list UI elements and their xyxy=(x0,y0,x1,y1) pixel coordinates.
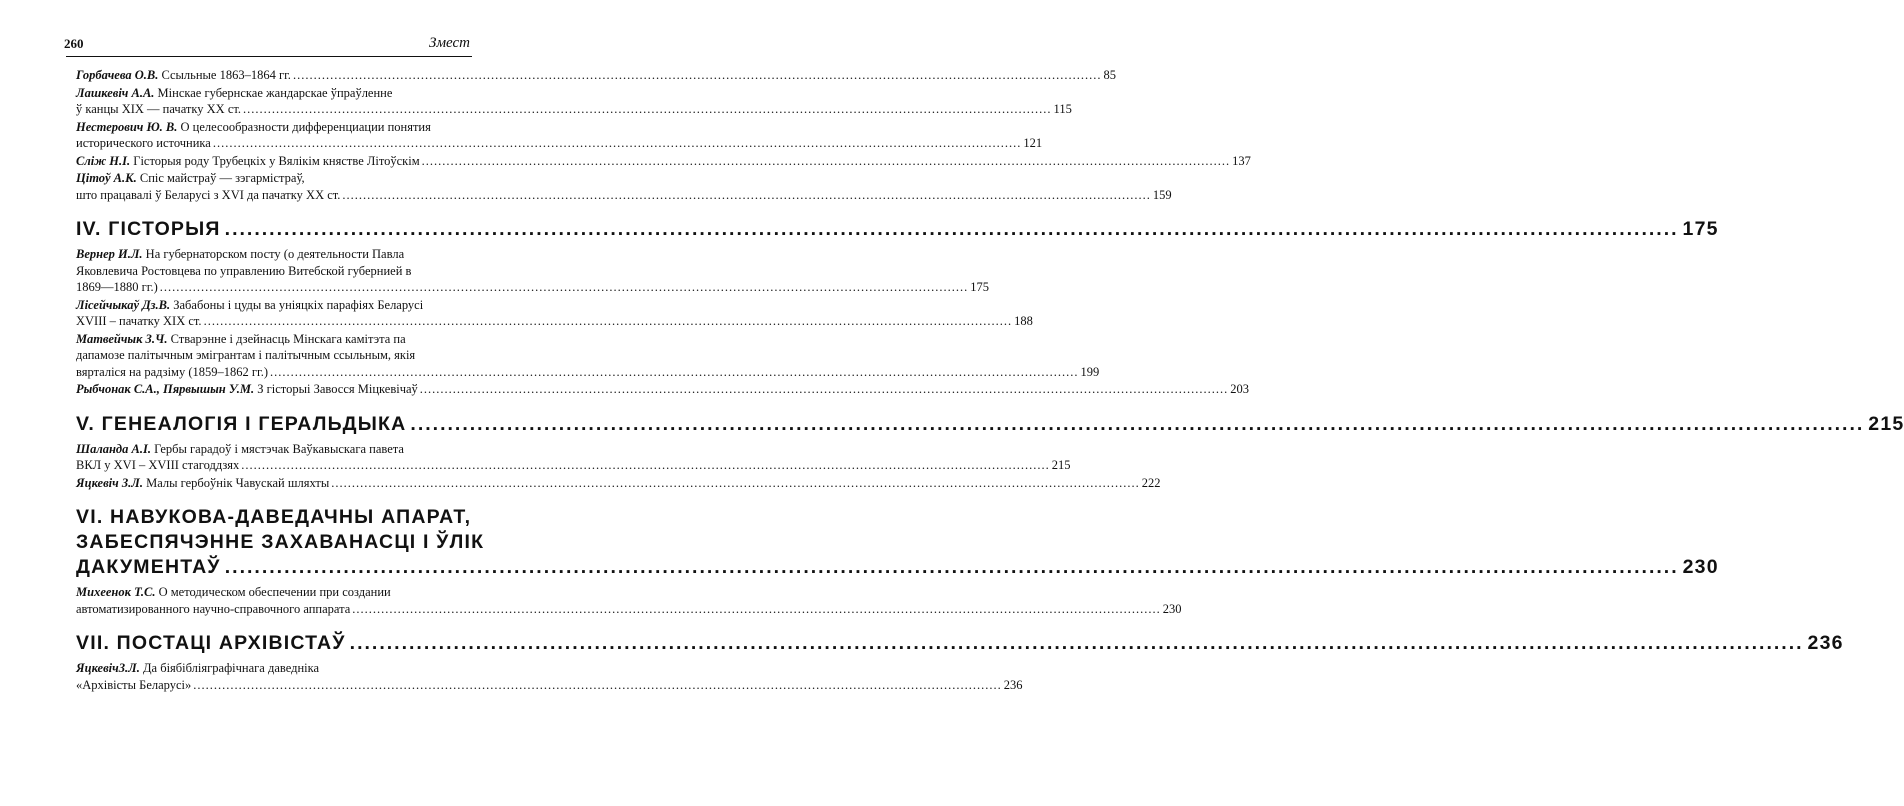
entry-line xyxy=(76,364,1100,381)
section-page-number: 215 xyxy=(1868,412,1904,435)
entry-page-number: 188 xyxy=(1014,314,1033,328)
section-heading-line xyxy=(76,412,1904,437)
section-heading-text: V. ГЕНЕАЛОГІЯ І ГЕРАЛЬДЫКА xyxy=(76,412,407,435)
entry-title: автоматизированного научно-справочного аппарата xyxy=(76,601,351,616)
toc-entry xyxy=(76,119,1043,152)
section-heading-text: IV. ГІСТОРЫЯ xyxy=(76,218,221,240)
entry-text xyxy=(76,263,411,280)
entry-title: Стварэнне і дзейнасць Мінскага камітэта па xyxy=(170,331,406,346)
table-of-contents xyxy=(76,67,1904,694)
section-heading-line xyxy=(76,217,1719,242)
entry-line xyxy=(76,297,472,314)
toc-entry xyxy=(76,297,1033,330)
entry-text xyxy=(76,457,239,474)
entry-text xyxy=(76,475,329,492)
entry-title: што працавалі ў Беларусі з XVI да пачатку XX ст. xyxy=(76,187,341,202)
entry-author: Шаланда А.І. xyxy=(76,441,151,456)
entry-line xyxy=(76,457,1071,474)
entry-text xyxy=(76,441,404,458)
section-heading-text: VII. ПОСТАЦІ АРХІВІСТАЎ xyxy=(76,632,346,654)
entry-title: О целесообразности дифференциации понятия xyxy=(180,119,431,134)
section-heading-line xyxy=(76,530,485,555)
entry-page-number: 137 xyxy=(1232,153,1251,168)
entry-author: Рыбчонак С.А., Пярвышын У.М. xyxy=(76,382,255,396)
toc-entry xyxy=(76,660,1023,693)
entry-author: Яцкевіч З.Л. xyxy=(76,475,144,490)
entry-title: исторического источника xyxy=(76,136,211,150)
entry-title: Да біябібліяграфічнага даведніка xyxy=(143,661,320,675)
entry-text xyxy=(76,187,340,204)
section-heading xyxy=(76,412,1904,437)
entry-text xyxy=(76,331,406,348)
entry-text xyxy=(76,601,350,618)
toc-entry xyxy=(76,170,1172,203)
entry-page-number: 85 xyxy=(1103,68,1116,82)
entry-text xyxy=(76,381,418,398)
dot-leader xyxy=(193,677,1002,694)
header-rule xyxy=(66,56,472,57)
entry-text xyxy=(76,85,392,102)
entry-author: Лісейчыкаў Дз.В. xyxy=(76,297,171,312)
entry-text xyxy=(76,279,158,296)
toc-entry xyxy=(76,153,1251,170)
entry-line xyxy=(76,187,1172,204)
entry-title: Малы гербоўнік Чавускай шляхты xyxy=(146,475,330,490)
section-heading xyxy=(76,217,1719,242)
entry-title: XVIII – пачатку XIX ст. xyxy=(76,314,202,328)
section-heading-line xyxy=(76,555,1719,580)
entry-author: Горбачева О.В. xyxy=(76,68,159,82)
entry-author: Вернер И.Л. xyxy=(76,247,143,261)
entry-author: Лашкевіч А.А. xyxy=(76,85,155,100)
entry-title: Гербы гарадоў і мястэчак Ваўкавыскага павета xyxy=(154,441,404,456)
entry-title: ў канцы XIX — пачатку XX ст. xyxy=(76,102,242,116)
toc-entry xyxy=(76,381,1250,398)
entry-page-number: 115 xyxy=(1053,102,1072,116)
entry-title: З гісторыі Завосся Міцкевічаў xyxy=(257,382,418,396)
entry-text xyxy=(76,246,404,263)
section-heading xyxy=(76,505,1719,580)
section-heading-text: ДАКУМЕНТАЎ xyxy=(76,556,221,578)
dot-leader xyxy=(331,475,1140,492)
dot-leader xyxy=(342,187,1151,204)
entry-line xyxy=(76,475,1161,492)
entry-text xyxy=(76,584,391,601)
dot-leader xyxy=(420,381,1229,398)
toc-entry xyxy=(76,584,1182,617)
entry-text xyxy=(76,135,211,152)
entry-title: «Архівісты Беларусі» xyxy=(76,677,192,692)
dot-leader xyxy=(270,364,1079,381)
entry-line xyxy=(76,441,472,458)
entry-title: ВКЛ у XVI – XVIII стагоддзях xyxy=(76,458,240,472)
section-page-number: 175 xyxy=(1682,218,1719,240)
entry-line xyxy=(76,135,1043,152)
entry-title: дапамозе палітычным эмігрантам і палітычным ссыльным, якія xyxy=(76,348,416,362)
section-heading-text: ЗАБЕСПЯЧЭННЕ ЗАХАВАНАСЦІ І ЎЛІК xyxy=(76,531,485,553)
section-heading xyxy=(76,631,1844,656)
entry-line xyxy=(76,313,1033,330)
running-section-title: Змест xyxy=(429,35,470,51)
entry-line xyxy=(76,331,472,348)
dot-leader xyxy=(225,217,1679,242)
entry-author: Нестерович Ю. В. xyxy=(76,119,178,134)
entry-line xyxy=(76,67,1116,84)
entry-title: Мінскае губернскае жандарскае ўпраўленне xyxy=(157,85,393,100)
dot-leader xyxy=(410,412,1864,437)
entry-text xyxy=(76,313,202,330)
entry-line xyxy=(76,170,472,187)
entry-line xyxy=(76,601,1182,618)
dot-leader xyxy=(241,457,1050,474)
dot-leader xyxy=(352,601,1161,618)
entry-title: вярталіся на радзіму (1859–1862 гг.) xyxy=(76,364,269,379)
entry-text xyxy=(76,119,431,136)
entry-line xyxy=(76,263,472,280)
entry-page-number: 121 xyxy=(1023,136,1043,150)
entry-title: Спіс майстраў — зэгармістраў, xyxy=(139,171,305,185)
section-page-number: 230 xyxy=(1682,556,1719,578)
entry-page-number: 230 xyxy=(1162,601,1182,616)
entry-title: Яковлевича Ростовцева по управлению Витебской губернией в xyxy=(76,263,412,278)
entry-title: На губернаторском посту (о деятельности Павла xyxy=(145,247,405,261)
entry-line xyxy=(76,381,1250,398)
entry-title: Ссыльные 1863–1864 гг. xyxy=(161,68,291,82)
section-heading-line xyxy=(76,631,1844,656)
section-page-number: 236 xyxy=(1807,632,1844,654)
dot-leader xyxy=(204,313,1013,330)
entry-author: Сліж Н.І. xyxy=(76,153,131,168)
toc-entry xyxy=(76,246,990,296)
toc-entry xyxy=(76,475,1161,492)
entry-line xyxy=(76,584,472,601)
toc-entry xyxy=(76,67,1116,84)
entry-text xyxy=(76,67,291,84)
entry-title: Гісторыя роду Трубецкіх у Вялікім княстве Літоўскім xyxy=(133,153,420,168)
entry-line xyxy=(76,660,472,677)
entry-text xyxy=(76,660,319,677)
entry-author: Матвейчык З.Ч. xyxy=(76,331,168,346)
toc-entry xyxy=(76,441,1071,474)
toc-entry xyxy=(76,331,1100,381)
dot-leader xyxy=(160,279,969,296)
entry-line xyxy=(76,347,472,364)
dot-leader xyxy=(293,67,1102,84)
entry-text xyxy=(76,153,420,170)
toc-entry xyxy=(76,85,1072,118)
entry-page-number: 236 xyxy=(1003,677,1023,692)
entry-text xyxy=(76,677,191,694)
dot-leader xyxy=(350,631,1804,656)
entry-author: Цітоў А.К. xyxy=(76,171,137,185)
dot-leader xyxy=(422,153,1231,170)
section-heading-text: VI. НАВУКОВА-ДАВЕДАЧНЫ АПАРАТ, xyxy=(76,506,472,528)
entry-title: 1869—1880 гг.) xyxy=(76,280,158,294)
section-heading-line xyxy=(76,505,472,530)
entry-text xyxy=(76,364,268,381)
running-header xyxy=(64,35,472,55)
entry-page-number: 203 xyxy=(1230,382,1250,396)
entry-page-number: 215 xyxy=(1051,458,1071,472)
entry-line xyxy=(76,677,1023,694)
entry-line xyxy=(76,85,472,102)
entry-line xyxy=(76,101,1072,118)
entry-line xyxy=(76,279,990,296)
entry-line xyxy=(76,246,472,263)
entry-title: Забабоны і цуды ва уніяцкіх парафіях Беларусі xyxy=(173,297,424,312)
entry-page-number: 199 xyxy=(1080,364,1100,379)
entry-text xyxy=(76,101,241,118)
dot-leader xyxy=(243,101,1052,118)
dot-leader xyxy=(213,135,1022,152)
page-number: 260 xyxy=(64,36,84,51)
entry-author: Михеенок Т.С. xyxy=(76,585,156,599)
dot-leader xyxy=(225,555,1679,580)
entry-page-number: 222 xyxy=(1141,475,1161,490)
entry-page-number: 175 xyxy=(970,280,990,294)
entry-title: О методическом обеспечении при создании xyxy=(158,585,391,599)
entry-text xyxy=(76,347,415,364)
entry-line xyxy=(76,119,472,136)
entry-text xyxy=(76,170,305,187)
entry-line xyxy=(76,153,1251,170)
entry-author: ЯцкевічЗ.Л. xyxy=(76,661,140,675)
entry-text xyxy=(76,297,423,314)
entry-page-number: 159 xyxy=(1152,187,1172,202)
